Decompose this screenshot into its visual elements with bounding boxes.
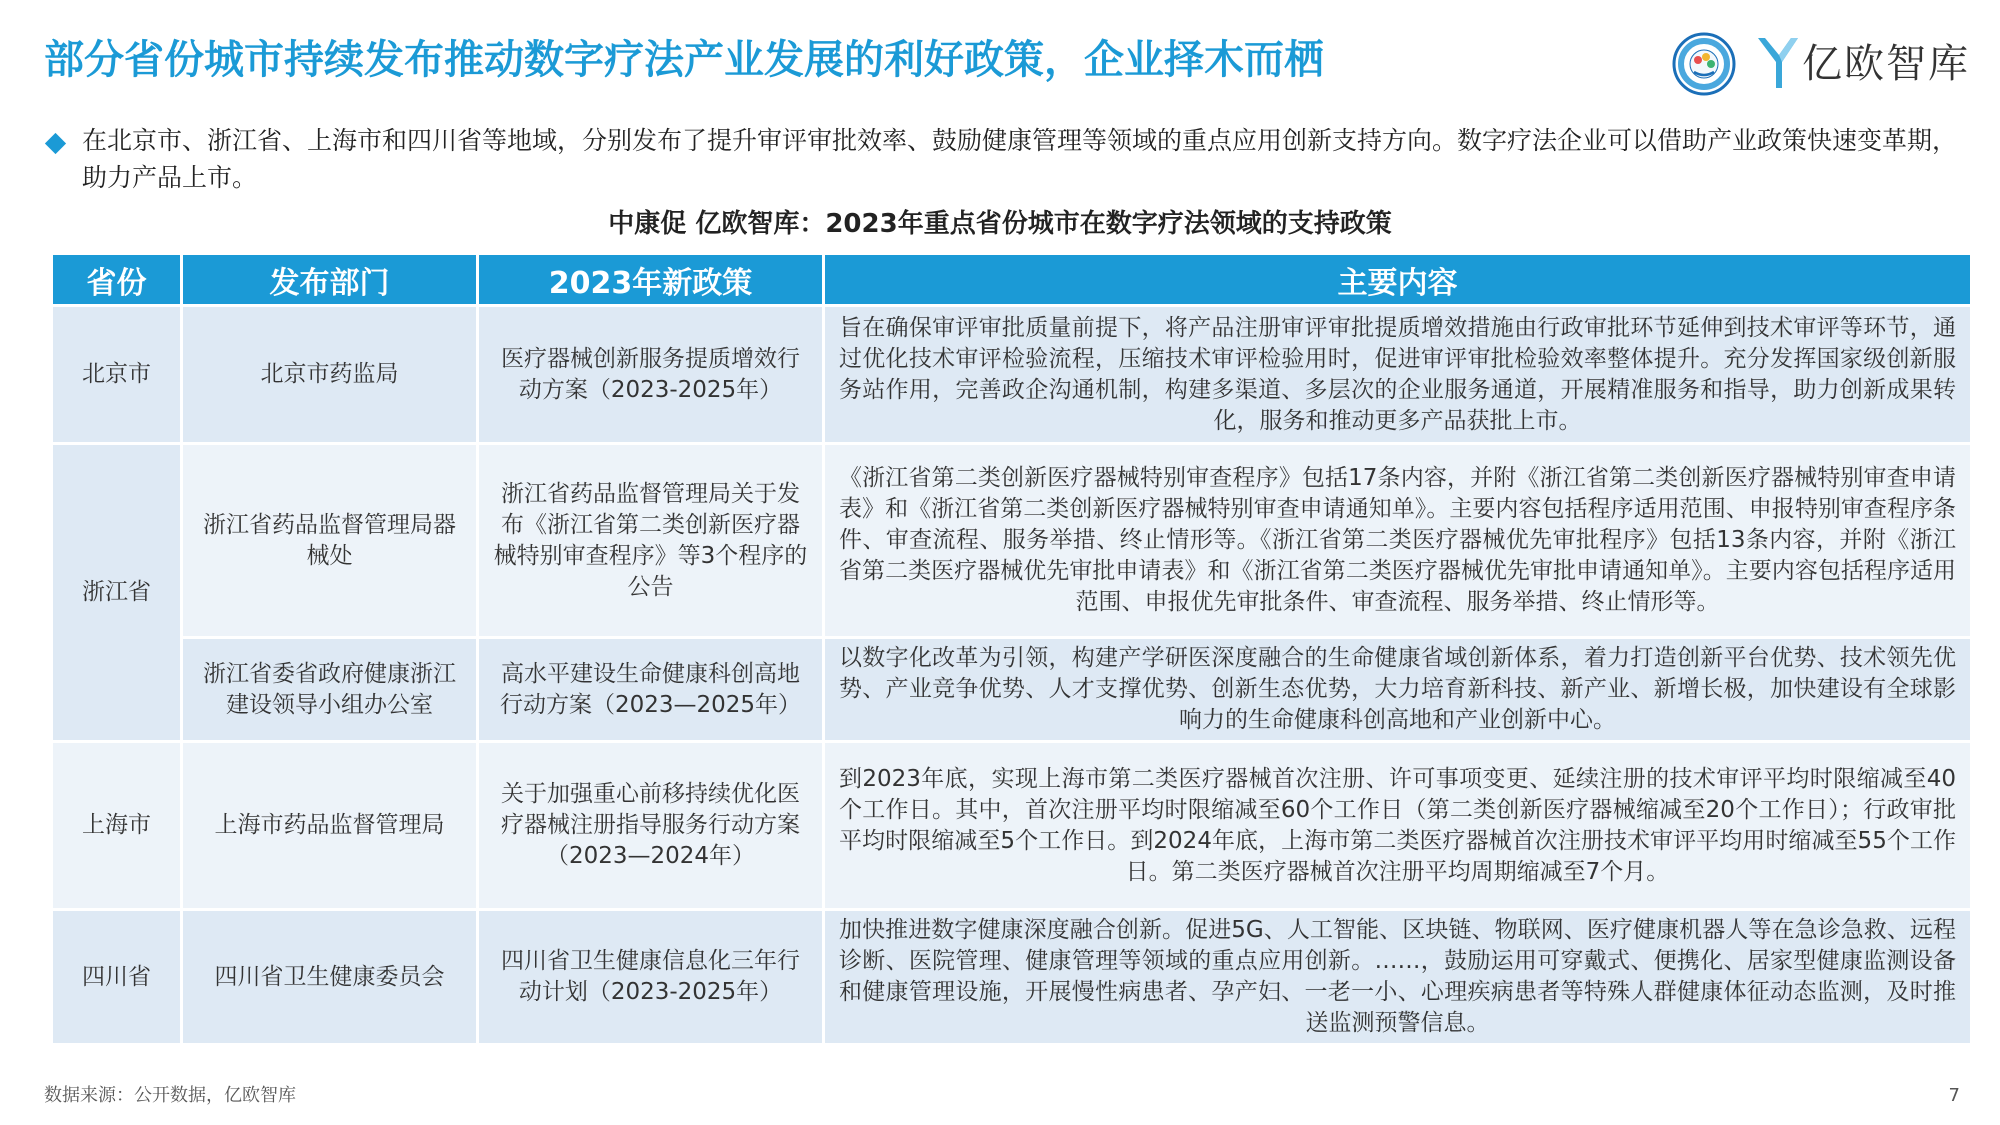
brand-name: 亿欧智库	[1802, 41, 1970, 87]
content-cell: 旨在确保审评审批质量前提下，将产品注册审评审批提质增效措施由行政审批环节延伸到技术审评等环节，通过优化技术审评检验流程，压缩技术审评检验用时，促进审评审批检验效率整体提升。充分发挥国家级创新服务站作用，完善政企沟通机制，构建多渠道、多层次的企业服务通道，开展精准服务和指导，助力创新成果转化，服务和推动更多产品获批上市。	[824, 306, 1972, 444]
department-cell: 北京市药监局	[182, 306, 478, 444]
brand-logos	[1672, 26, 1982, 98]
policy-table	[50, 252, 1973, 1046]
content-cell: 加快推进数字健康深度融合创新。促进5G、人工智能、区块链、物联网、医疗健康机器人等在急诊急救、远程诊断、医院管理、健康管理等领域的重点应用创新。……，鼓励运用可穿戴式、便携化、居家型健康监测设备和健康管理设施，开展慢性病患者、孕产妇、一老一小、心理疾病患者等特殊人群健康体征动态监测，及时推送监测预警信息。	[824, 910, 1972, 1045]
intro-text: 在北京市、浙江省、上海市和四川省等地域，分别发布了提升审评审批效率、鼓励健康管理等领域的重点应用创新支持方向。数字疗法企业可以借助产业政策快速变革期，助力产品上市。	[82, 126, 1958, 192]
association-seal-icon	[1672, 32, 1736, 96]
department-cell: 浙江省药品监督管理局器械处	[182, 444, 478, 638]
province-cell: 浙江省	[52, 444, 182, 742]
policy-cell: 关于加强重心前移持续优化医疗器械注册指导服务行动方案（2023—2024年）	[478, 742, 824, 910]
page-title: 部分省份城市持续发布推动数字疗法产业发展的利好政策，企业择木而栖	[44, 37, 1324, 83]
header-province: 省份	[52, 254, 182, 306]
header-content: 主要内容	[824, 254, 1972, 306]
header-department: 发布部门	[182, 254, 478, 306]
policy-cell: 四川省卫生健康信息化三年行动计划（2023-2025年）	[478, 910, 824, 1045]
table-row-zhejiang-2	[52, 638, 1972, 742]
diamond-bullet-icon	[45, 133, 66, 154]
table-row-sichuan	[52, 910, 1972, 1045]
province-cell: 四川省	[52, 910, 182, 1045]
header-policy: 2023年新政策	[478, 254, 824, 306]
department-cell: 上海市药品监督管理局	[182, 742, 478, 910]
department-cell: 浙江省委省政府健康浙江建设领导小组办公室	[182, 638, 478, 742]
table-row-beijing	[52, 306, 1972, 444]
table-row-shanghai	[52, 742, 1972, 910]
policy-cell: 医疗器械创新服务提质增效行动方案（2023-2025年）	[478, 306, 824, 444]
yiou-logo-icon	[1756, 34, 1800, 90]
page-number: 7	[1948, 1085, 1960, 1106]
content-cell: 以数字化改革为引领，构建产学研医深度融合的生命健康省域创新体系，着力打造创新平台优势、技术领先优势、产业竞争优势、人才支撑优势、创新生态优势，大力培育新科技、新产业、新增长极，加快建设有全球影响力的生命健康科创高地和产业创新中心。	[824, 638, 1972, 742]
content-cell: 《浙江省第二类创新医疗器械特别审查程序》包括17条内容，并附《浙江省第二类创新医疗器械特别审查申请表》和《浙江省第二类创新医疗器械特别审查申请通知单》。主要内容包括程序适用范围、申报特别审查程序条件、审查流程、服务举措、终止情形等。《浙江省第二类医疗器械优先审批程序》包括13条内容，并附《浙江省第二类医疗器械优先审批申请表》和《浙江省第二类医疗器械优先审批申请通知单》。主要内容包括程序适用范围、申报优先审批条件、审查流程、服务举措、终止情形等。	[824, 444, 1972, 638]
table-title: 中康促 亿欧智库：2023年重点省份城市在数字疗法领域的支持政策	[608, 209, 1392, 239]
department-cell: 四川省卫生健康委员会	[182, 910, 478, 1045]
province-cell: 上海市	[52, 742, 182, 910]
intro-paragraph	[48, 122, 1968, 196]
policy-cell: 浙江省药品监督管理局关于发布《浙江省第二类创新医疗器械特别审查程序》等3个程序的公告	[478, 444, 824, 638]
table-header-row	[52, 254, 1972, 306]
content-cell: 到2023年底，实现上海市第二类医疗器械首次注册、许可事项变更、延续注册的技术审评平均时限缩减至40个工作日。其中，首次注册平均时限缩减至60个工作日（第二类创新医疗器械缩减至20个工作日）；行政审批平均时限缩减至5个工作日。到2024年底，上海市第二类医疗器械首次注册技术审评平均用时缩减至55个工作日。第二类医疗器械首次注册平均周期缩减至7个月。	[824, 742, 1972, 910]
policy-cell: 高水平建设生命健康科创高地行动方案（2023—2025年）	[478, 638, 824, 742]
data-source-note: 数据来源：公开数据，亿欧智库	[44, 1085, 296, 1106]
province-cell: 北京市	[52, 306, 182, 444]
table-row-zhejiang-1	[52, 444, 1972, 638]
